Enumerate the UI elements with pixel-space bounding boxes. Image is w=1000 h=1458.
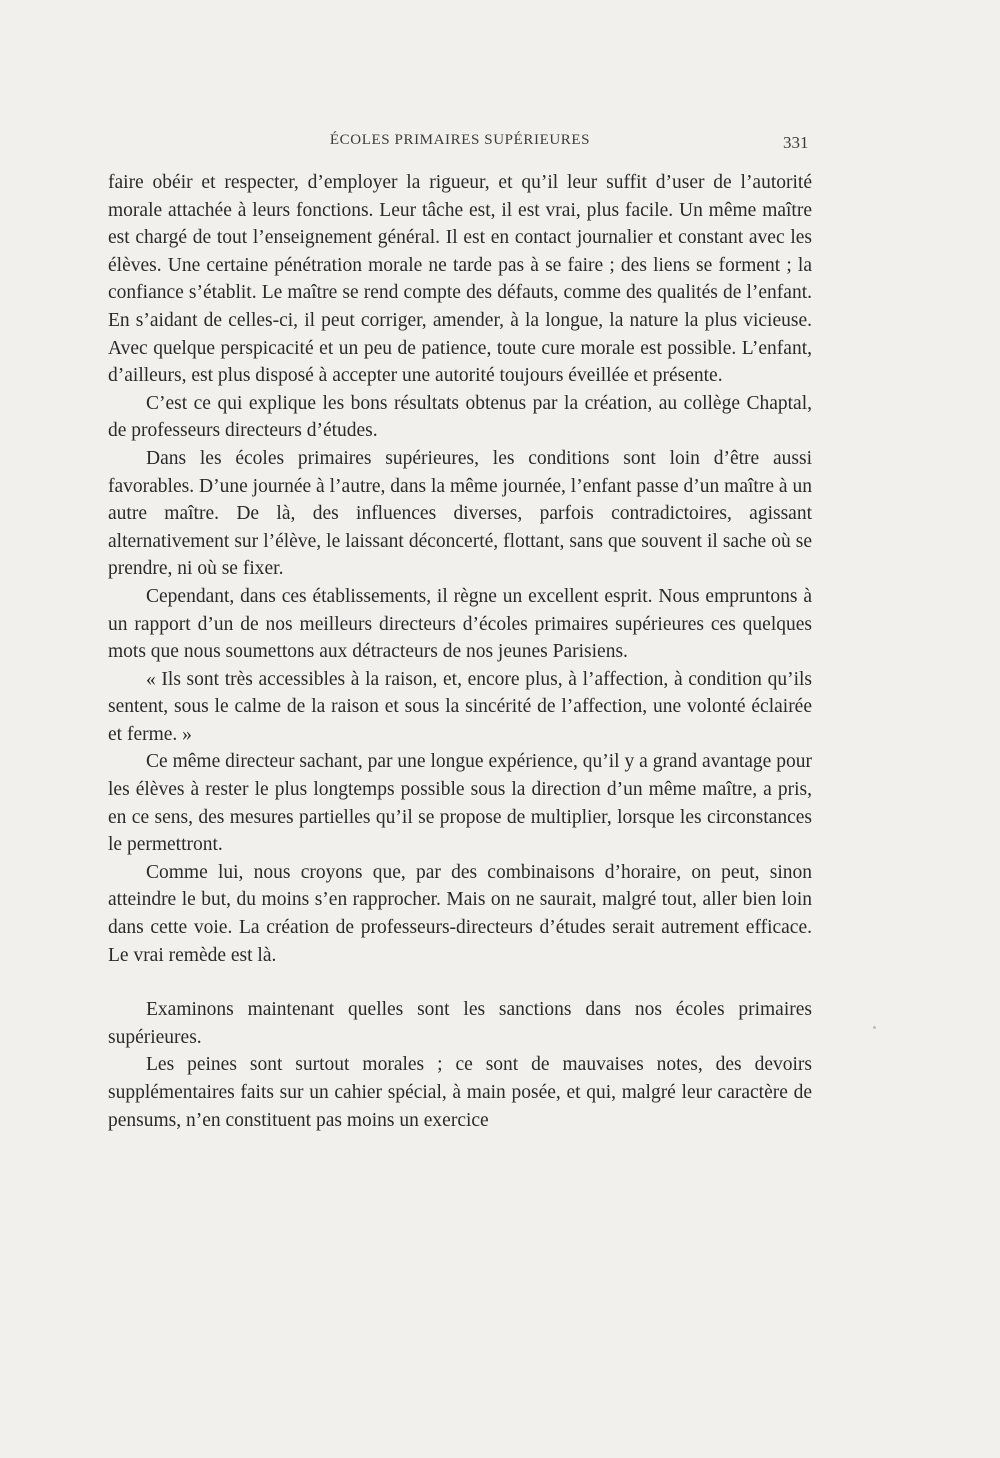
paragraph: Ce même directeur sachant, par une longue expérience, qu’il y a grand avantage pour les élèves à rester le plus longtemps possible sous la direction d’un même maître, a pris, en ce sens, des mesures partielles qu’il se propose de multiplier, lorsque les circonstances le permettront. (108, 751, 812, 856)
paper-speck (873, 1026, 876, 1029)
page-number: 331 (783, 133, 809, 152)
body-text (108, 169, 812, 1134)
paragraph: Comme lui, nous croyons que, par des combinaisons d’horaire, on peut, sinon atteindre le but, du moins s’en rapprocher. Mais on ne saurait, malgré tout, aller bien loin dans cette voie. La création de professeurs-directeurs d’études serait autrement efficace. Le vrai remède est là. (108, 861, 812, 966)
paragraph: C’est ce qui explique les bons résultats obtenus par la création, au collège Chaptal, de professeurs directeurs d’études. (108, 392, 812, 442)
paragraph: Cependant, dans ces établissements, il règne un excellent esprit. Nous empruntons à un rapport d’un de nos meilleurs directeurs d’écoles primaires supérieures ces quelques mots que nous soumettons aux détracteurs de nos jeunes Parisiens. (108, 585, 812, 663)
quoted-paragraph: « Ils sont très accessibles à la raison, et, encore plus, à l’affection, à condition qu’ils sentent, sous le calme de la raison et sous la sincérité de l’affection, une volonté éclairée et ferme. » (108, 668, 812, 745)
running-title: ÉCOLES PRIMAIRES SUPÉRIEURES (329, 132, 591, 148)
paragraph: Les peines sont surtout morales ; ce sont de mauvaises notes, des devoirs supplémentaires faits sur un cahier spécial, à main posée, et qui, malgré leur caractère de pensums, n’en constituent pas moins un exercice (108, 1054, 812, 1131)
paragraph: Examinons maintenant quelles sont les sanctions dans nos écoles primaires supérieures. (108, 999, 812, 1048)
paragraph: Dans les écoles primaires supérieures, les conditions sont loin d’être aussi favorables. D’une journée à l’autre, dans la même journée, l’enfant passe d’un maître à un autre maître. De là, des influences diverses, parfois contradictoires, agissant alternativement sur l’élève, le laissant déconcerté, flottant, sans que souvent il sache où se prendre, ni où se fixer. (108, 447, 812, 580)
paragraph-continuation: faire obéir et respecter, d’employer la rigueur, et qu’il leur suffit d’user de l’autorité morale attachée à leurs fonctions. Leur tâche est, il est vrai, plus facile. Un même maître est chargé de tout l’enseignement général. Il est en contact journalier et constant avec les élèves. Une certaine pénétration morale ne tarde pas à se faire ; des liens se forment ; la confiance s’établit. Le maître se rend compte des défauts, comme des qualités de l’enfant. En s’aidant de celles-ci, il peut corriger, amender, à la longue, la nature la plus vicieuse. Avec quelque perspicacité et un peu de patience, toute cure morale est possible. L’enfant, d’ailleurs, est plus disposé à accepter une autorité toujours éveillée et présente. (108, 172, 812, 387)
